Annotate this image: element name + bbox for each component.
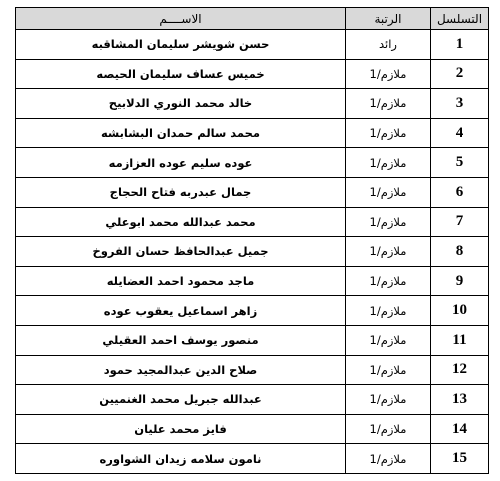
cell-serial: 1 [431, 30, 489, 60]
cell-rank: ملازم/1 [346, 207, 431, 237]
cell-name: منصور يوسف احمد العقيلي [16, 325, 346, 355]
cell-name: خالد محمد النوري الدلابيح [16, 89, 346, 119]
cell-name: محمد عبدالله محمد ابوعلي [16, 207, 346, 237]
table-row [16, 325, 489, 355]
cell-rank: ملازم/1 [346, 444, 431, 474]
table-row [16, 444, 489, 474]
cell-serial: 12 [431, 355, 489, 385]
table-row [16, 207, 489, 237]
header-name: الاســــم [16, 8, 346, 30]
cell-rank: ملازم/1 [346, 296, 431, 326]
cell-name: جمال عبدربه فتاح الحجاج [16, 177, 346, 207]
cell-rank: ملازم/1 [346, 89, 431, 119]
table-row [16, 59, 489, 89]
header-rank: الرتبة [346, 8, 431, 30]
cell-serial: 11 [431, 325, 489, 355]
cell-name: ماجد محمود احمد العضايله [16, 266, 346, 296]
officers-table [15, 7, 489, 474]
cell-name: جميل عبدالحافظ حسان الفروخ [16, 237, 346, 267]
cell-serial: 5 [431, 148, 489, 178]
cell-serial: 13 [431, 385, 489, 415]
cell-rank: ملازم/1 [346, 355, 431, 385]
cell-name: عوده سليم عوده العزازمه [16, 148, 346, 178]
table-row [16, 266, 489, 296]
cell-rank: ملازم/1 [346, 237, 431, 267]
cell-serial: 4 [431, 118, 489, 148]
cell-rank: ملازم/1 [346, 177, 431, 207]
cell-name: فايز محمد عليان [16, 414, 346, 444]
cell-name: صلاح الدين عبدالمجيد حمود [16, 355, 346, 385]
cell-name: محمد سالم حمدان البشابشه [16, 118, 346, 148]
table-row [16, 385, 489, 415]
header-row [16, 8, 489, 30]
cell-name: خميس عساف سليمان الحيصه [16, 59, 346, 89]
table-body [16, 30, 489, 474]
table-row [16, 89, 489, 119]
cell-rank: ملازم/1 [346, 325, 431, 355]
cell-rank: ملازم/1 [346, 385, 431, 415]
cell-serial: 3 [431, 89, 489, 119]
cell-serial: 2 [431, 59, 489, 89]
cell-rank: ملازم/1 [346, 118, 431, 148]
cell-serial: 10 [431, 296, 489, 326]
cell-rank: رائد [346, 30, 431, 60]
cell-rank: ملازم/1 [346, 414, 431, 444]
cell-serial: 14 [431, 414, 489, 444]
cell-name: نامون سلامه زيدان الشواوره [16, 444, 346, 474]
table-row [16, 148, 489, 178]
cell-serial: 7 [431, 207, 489, 237]
cell-rank: ملازم/1 [346, 266, 431, 296]
cell-serial: 9 [431, 266, 489, 296]
table-row [16, 30, 489, 60]
cell-name: حسن شويشر سليمان المشاقبه [16, 30, 346, 60]
cell-serial: 15 [431, 444, 489, 474]
table-row [16, 355, 489, 385]
table-row [16, 118, 489, 148]
cell-name: عبدالله جبريل محمد الغنميين [16, 385, 346, 415]
cell-serial: 6 [431, 177, 489, 207]
cell-name: زاهر اسماعيل يعقوب عوده [16, 296, 346, 326]
table-row [16, 414, 489, 444]
cell-rank: ملازم/1 [346, 148, 431, 178]
table-header [16, 8, 489, 30]
officers-table-container [15, 7, 488, 474]
cell-rank: ملازم/1 [346, 59, 431, 89]
cell-serial: 8 [431, 237, 489, 267]
table-row [16, 177, 489, 207]
header-serial: التسلسل [431, 8, 489, 30]
table-row [16, 237, 489, 267]
table-row [16, 296, 489, 326]
